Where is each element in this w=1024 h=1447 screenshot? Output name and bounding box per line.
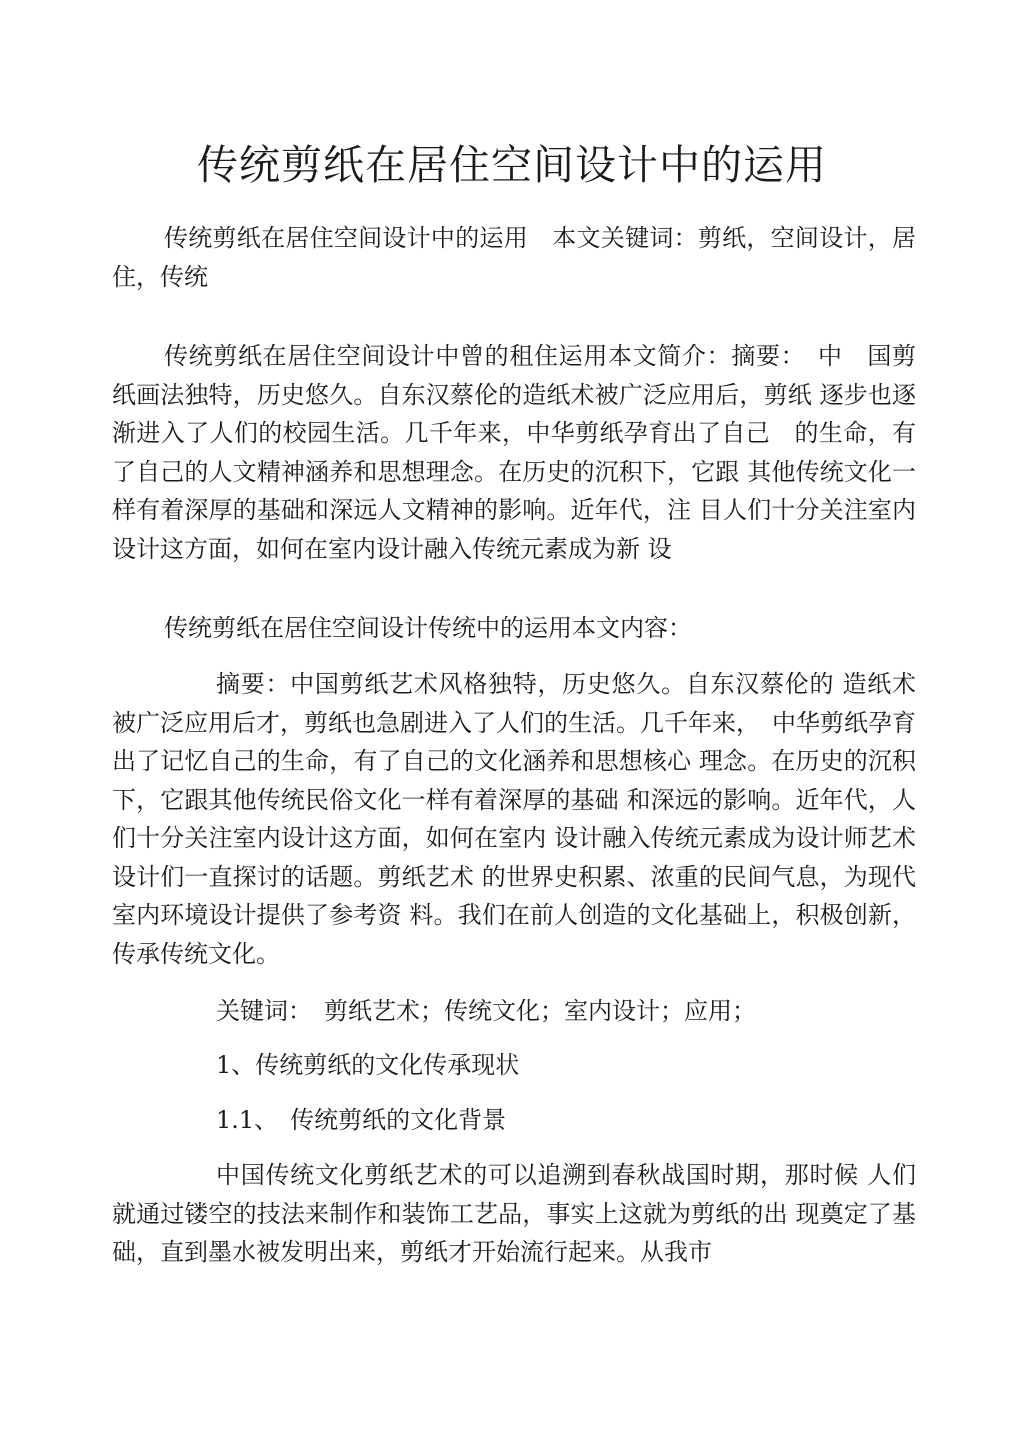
- section-heading-1: 1、传统剪纸的文化传承现状: [216, 1051, 520, 1079]
- document-title: 传统剪纸在居住空间设计中的运用: [197, 141, 827, 189]
- keywords-line: 关键词： 剪纸艺术；传统文化；室内设计；应用；: [216, 997, 756, 1025]
- section-heading-1-1: 1.1、 传统剪纸的文化背景: [216, 1106, 507, 1134]
- body-paragraph: 中国传统文化剪纸艺术的可以追溯到春秋战国时期，那时候 人们就通过镂空的技法来制作和装饰工艺品，事实上这就为剪纸的出 现奠定了基础，直到墨水被发明出来，剪纸才开始流行起来。从我市: [112, 1161, 916, 1266]
- keywords-paragraph: 传统剪纸在居住空间设计中的运用 本文关键词：剪纸，空间设计，居住，传统: [112, 224, 916, 291]
- abstract-paragraph: 摘要：中国剪纸艺术风格独特，历史悠久。自东汉蔡伦的 造纸术被广泛应用后才，剪纸也急剧进入了人们的生活。几千年来， 中华剪纸孕育出了记忆自己的生命，有了自己的文化涵养和思想核心 理念。在历史的沉积下，它跟其他传统民俗文化一样有着深厚的基础 和深远的影响。近年代，人们十分关注室内设计这方面，如何在室内 设计融入传统元素成为设计师艺术设计们一直探讨的话题。剪纸艺术 的世界史积累、浓重的民间气息，为现代室内环境设计提供了参考资 料。我们在前人创造的文化基础上，积极创新，传承传统文化。: [112, 670, 916, 968]
- intro-paragraph: 传统剪纸在居住空间设计中曾的租住运用本文简介：摘要： 中 国剪纸画法独特，历史悠久。自东汉蔡伦的造纸术被广泛应用后，剪纸 逐步也逐渐进入了人们的校园生活。几千年来，中华剪纸孕育出了自己 的生命，有了自己的人文精神涵养和思想理念。在历史的沉积下，它跟 其他传统文化一样有着深厚的基础和深远人文精神的影响。近年代，注 目人们十分关注室内设计这方面，如何在室内设计融入传统元素成为新 设: [112, 342, 916, 563]
- content-heading: 传统剪纸在居住空间设计传统中的运用本文内容：: [164, 614, 692, 642]
